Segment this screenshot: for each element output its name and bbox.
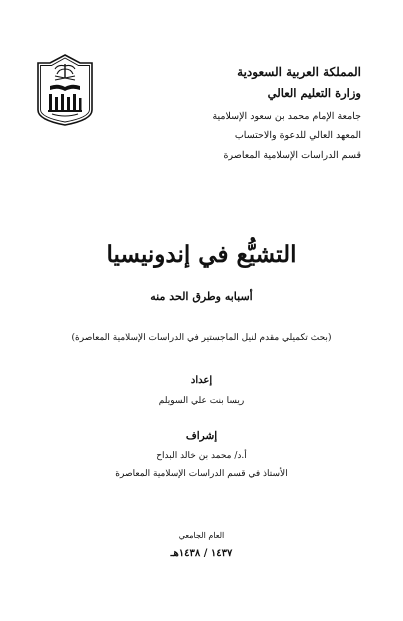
university-name: جامعة الإمام محمد بن سعود الإسلامية bbox=[212, 110, 361, 122]
country-name: المملكة العربية السعودية bbox=[237, 65, 361, 79]
thesis-degree-note: (بحث تكميلي مقدم لنيل الماجستير في الدراسات الإسلامية المعاصرة) bbox=[71, 333, 332, 343]
prepared-by-label: إعداد bbox=[190, 375, 213, 386]
supervisor-role: الأستاذ في قسم الدراسات الإسلامية المعاصرة bbox=[115, 469, 288, 479]
author-name: ريسا بنت علي السويلم bbox=[158, 396, 245, 406]
thesis-subtitle: أسبابه وطرق الحد منه bbox=[150, 290, 253, 303]
university-emblem-icon bbox=[36, 54, 94, 126]
supervision-label: إشراف bbox=[185, 430, 218, 442]
academic-year-value: ١٤٣٧ / ١٤٣٨هـ bbox=[170, 548, 233, 559]
academic-year-label: العام الجامعي bbox=[178, 531, 225, 540]
thesis-title: التشيُّع في إندونيسيا bbox=[106, 241, 297, 268]
institute-name: المعهد العالي للدعوة والاحتساب bbox=[234, 130, 361, 141]
ministry-name: وزارة التعليم العالي bbox=[267, 86, 361, 100]
institution-header bbox=[111, 66, 361, 160]
supervisor-name: أ.د/ محمد بن خالد البداح bbox=[156, 451, 247, 461]
department-name: قسم الدراسات الإسلامية المعاصرة bbox=[223, 149, 361, 161]
